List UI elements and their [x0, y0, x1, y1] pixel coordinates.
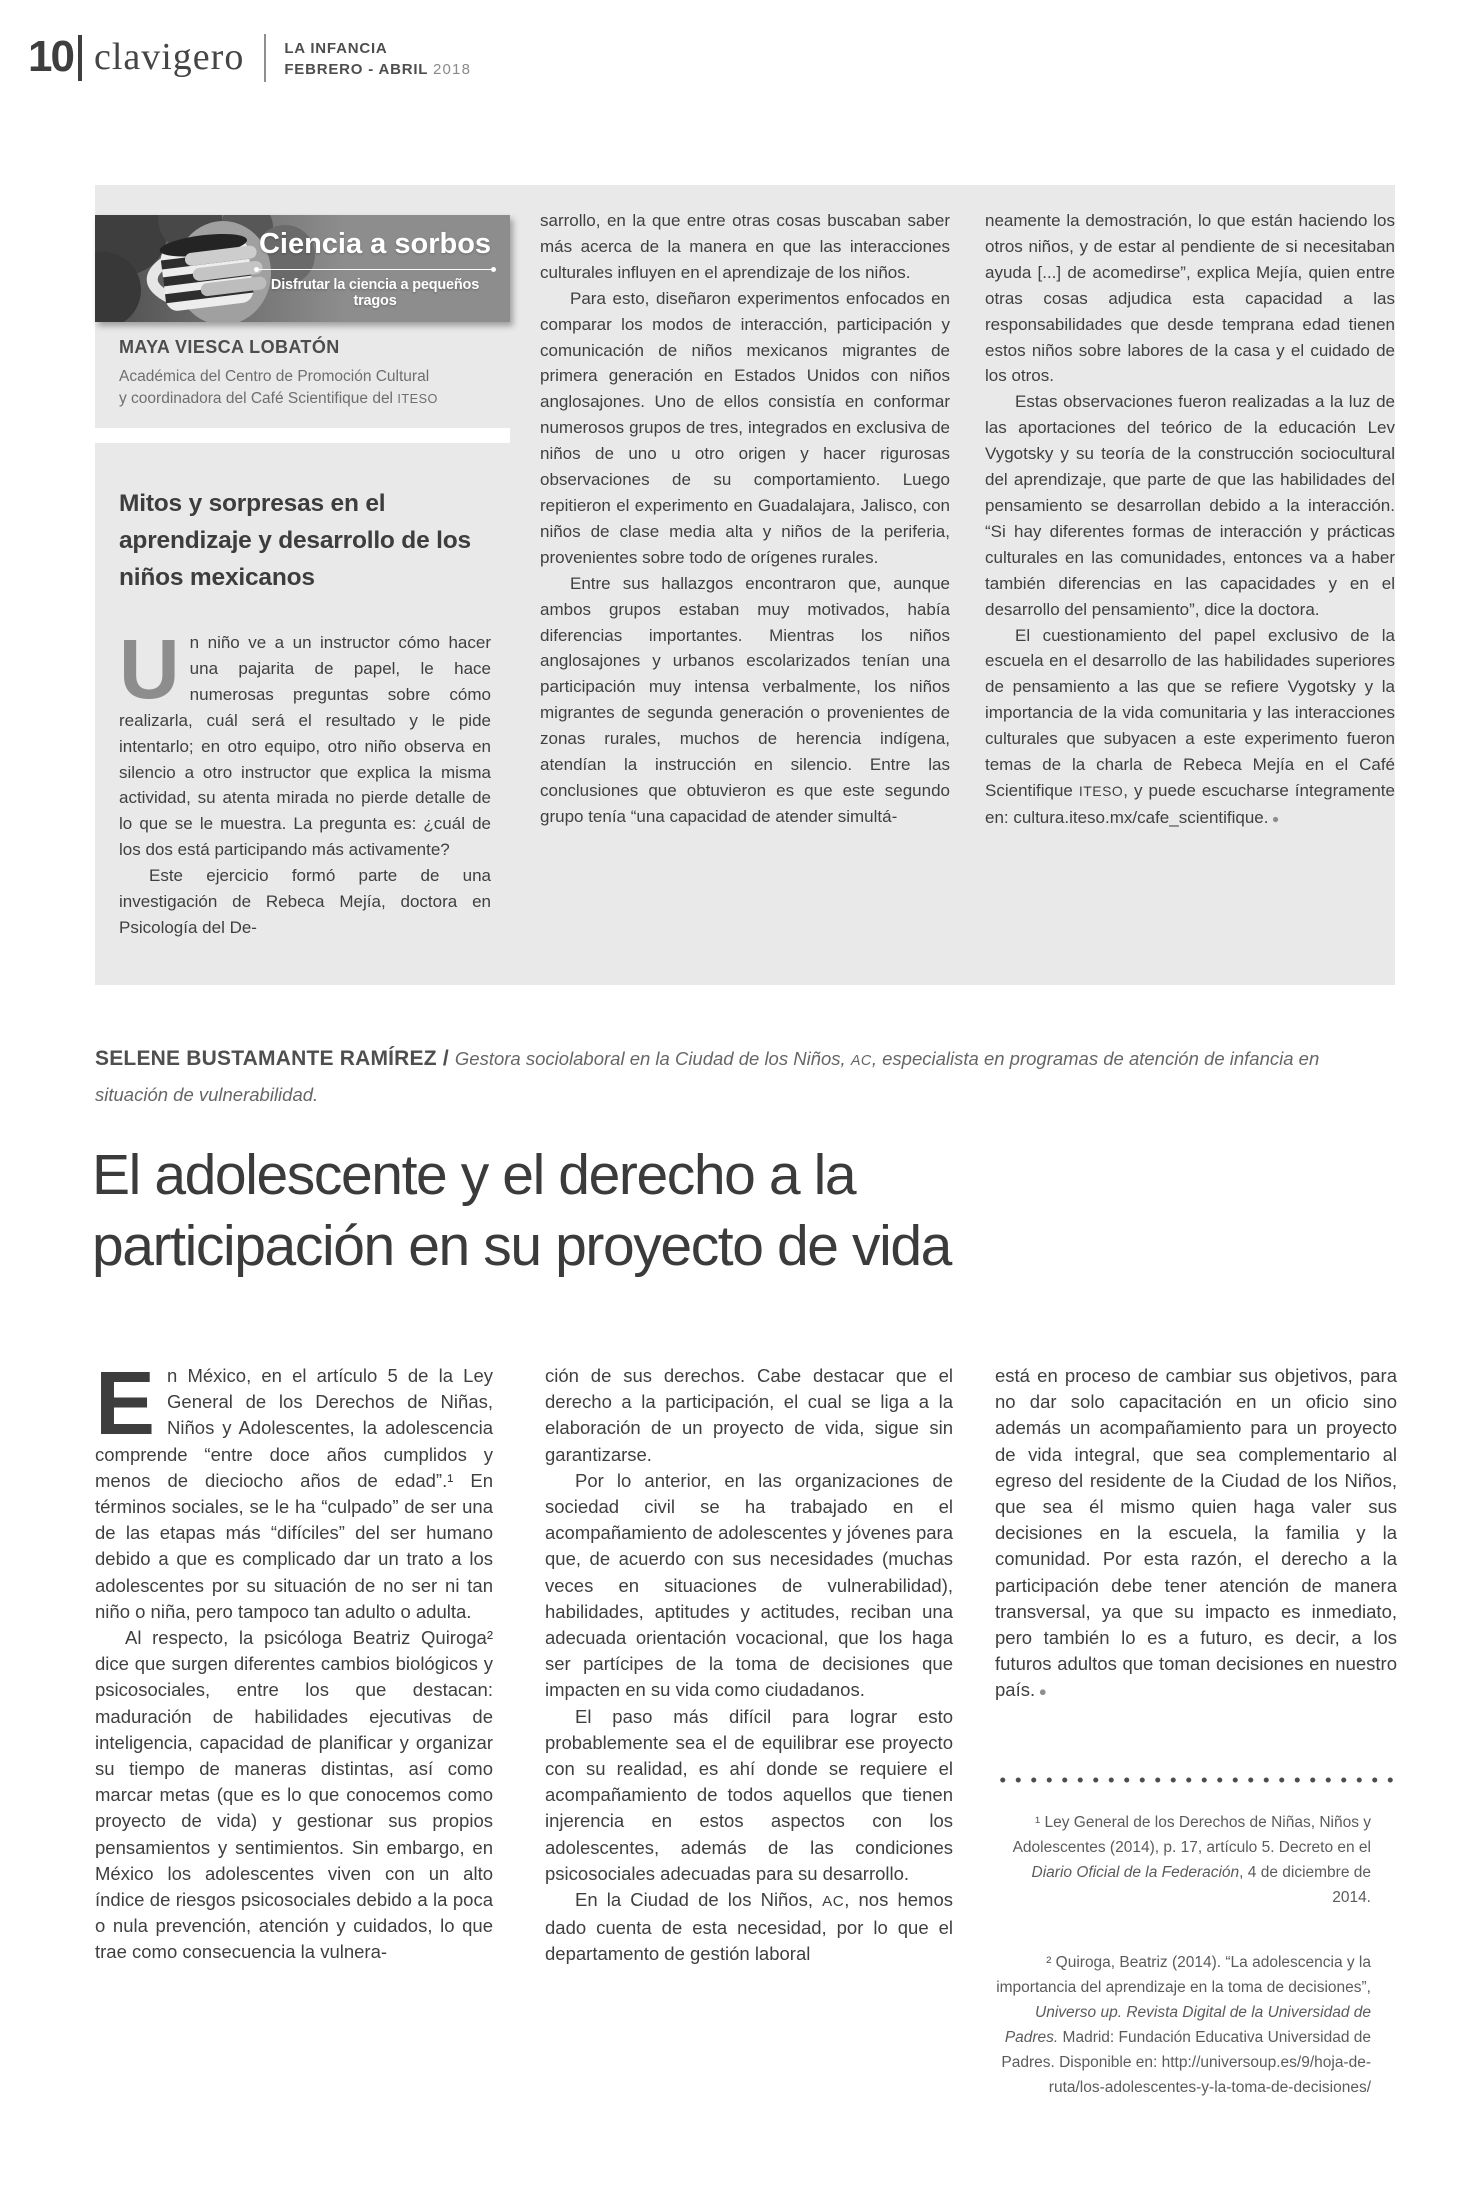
divider-dot-right	[491, 267, 496, 272]
footnote-separator	[995, 1776, 1397, 1784]
banner-title: Ciencia a sorbos	[258, 228, 492, 260]
top-article-panel	[95, 185, 1395, 985]
feature-column-3	[995, 1363, 1397, 2100]
paragraph: El cuestionamiento del papel exclusivo de la escuela en el desarrollo de las habilidades superiores de pensamiento a las que se refiere Vygotsky y la importancia de la vida comunitaria y las interacciones culturales que subyacen a este experimento fueron temas de la charla de Rebeca Mejía en el Café Scientifique ITESO, y puede escucharse íntegramente en: cultura.iteso.mx/cafe_scientifique. ●	[985, 625, 1395, 827]
top-article-column-1	[119, 622, 491, 941]
author-name: MAYA VIESCA LOBATÓN	[119, 337, 340, 357]
paragraph: está en proceso de cambiar sus objetivos, para no dar solo capacitación en un oficio sino además un acompañamiento para un proyecto de vida integral, que sea complementario al egreso del residente de la Ciudad de los Niños, que sea él mismo quien haga valer sus decisiones en la escuela, la familia y la comunidad. Por esta razón, el derecho a la participación debe tener atención de manera transversal, ya que su impacto es inmediato, pero también lo es a futuro, es decir, a los futuros adultos que toman decisiones en nuestro país. ●	[995, 1365, 1397, 1701]
page-number: 10	[28, 32, 73, 81]
column-white-gap	[95, 428, 510, 443]
footnote: ² Quiroga, Beatriz (2014). “La adolescencia y la importancia del aprendizaje en la toma de decisiones”, Universo up. Revista Digital de la Universidad de Padres. Madrid: Fundación Educativa Universidad de Padres. Disponible en: http://universoup.es/9/hoja-de-ruta/los-adolescentes-y-la-toma-de-decisiones/	[996, 1953, 1371, 2096]
paragraph: Un niño ve a un instructor cómo hacer una pajarita de papel, le hace numerosas preguntas sobre cómo realizarla, cuál será el resultado y le pide intentarlo; en otro equipo, otro niño observa en silencio a otro instructor que explica la misma actividad, su atenta mirada no pierde detalle de lo que se le muestra. La pregunta es: ¿cuál de los dos está participando más activamente?	[119, 622, 491, 860]
paragraph: Entre sus hallazgos encontraron que, aunque ambos grupos estaban muy motivados, había diferencias importantes. Mientras los niños anglosajones y urbanos escolarizados tenían una participación muy intensa verbalmente, los niños migrantes de segunda generación o provenientes de zonas rurales, muchos de herencia indígena, atendían la instrucción en silencio. Entre las conclusiones que obtuvieron es que este segundo grupo tenía “una capacidad de atender simultá-	[540, 573, 950, 826]
paragraph: ción de sus derechos. Cabe destacar que el derecho a la participación, el cual se liga a la elaboración de un proyecto de vida, sigue sin garantizarse.	[545, 1365, 953, 1465]
masthead	[28, 34, 471, 82]
feature-column-3-text	[995, 1363, 1397, 1706]
issue-months: FEBRERO - ABRIL	[284, 61, 428, 78]
headline-line: El adolescente y el derecho a la	[92, 1143, 856, 1207]
top-article-title: Mitos y sorpresas en el aprendizaje y desarrollo de los niños mexicanos	[119, 490, 471, 591]
divider-line	[259, 269, 491, 271]
banner-text-block	[252, 228, 498, 309]
masthead-section-block	[284, 34, 471, 78]
paragraph: Para esto, diseñaron experimentos enfocados en comparar los modos de interacción, participación y comunicación de niños mexicanos migrantes de primera generación en Estados Unidos con niños anglosajones. Uno de ellos consistía en conformar numerosos grupos de tres, integrados en exclusiva de niños de uno u otro origen y hacer rigurosas observaciones de su comportamiento. Luego repitieron el experimento en Guadalajara, Jalisco, con niños de clase media alta y niños de la periferia, provenientes sobre todo de orígenes rurales.	[540, 288, 950, 567]
paragraph: Al respecto, la psicóloga Beatriz Quiroga² dice que surgen diferentes cambios biológicos y psicosociales, entre los que destacan: maduración de habilidades ejecutivas de inteligencia, capacidad de planificar y organizar su tiempo de maneras distintas, así como marcar metas (que es lo que conocemos como proyecto de vida) y gestionar sus propios pensamientos y sentimientos. Sin embargo, en México los adolescentes viven con un alto índice de riesgos psicosociales debido a la poca o nula prevención, atención y cuidados, lo que trae como consecuencia la vulnera-	[95, 1627, 493, 1963]
author-role-line: y coordinadora del Café Scientifique del ITESO	[119, 390, 438, 407]
author-block	[119, 337, 491, 410]
banner-divider-line	[254, 267, 496, 272]
section-title: LA INFANCIA	[284, 40, 388, 57]
masthead-rule	[264, 34, 266, 82]
paragraph: El paso más difícil para lograr esto probablemente sea el de equilibrar ese proyecto con su realidad, es ahí donde se requiere el acompañamiento de todos aquellos que tienen injerencia en estos aspectos con los adolescentes, además de las condiciones psicosociales adecuadas para su desarrollo.	[545, 1705, 953, 1884]
banner-tagline: Disfrutar la ciencia a pequeños tragos	[270, 277, 480, 309]
paragraph: Este ejercicio formó parte de una investigación de Rebeca Mejía, doctora en Psicología del De-	[119, 866, 491, 937]
byline-text: SELENE BUSTAMANTE RAMÍREZ / Gestora sociolaboral en la Ciudad de los Niños, AC, especialista en programas de atención de infancia en situación de vulnerabilidad.	[95, 1047, 1320, 1105]
feature-column-1	[95, 1354, 493, 1966]
top-article-column-3	[985, 208, 1395, 833]
issue-year: 2018	[432, 61, 472, 78]
paragraph: neamente la demostración, lo que están haciendo los otros niños, y de estar al pendiente de si necesitaban ayuda [...] de acomedirse”, explica Mejía, quien entre otras cosas adjudica esta capacidad a las responsabilidades que desde temprana edad tienen estos niños sobre labores de la casa y el cuidado de los otros.	[985, 211, 1395, 386]
feature-headline	[92, 1140, 1422, 1282]
author-role-line: Académica del Centro de Promoción Cultural	[119, 368, 430, 385]
issue-date	[284, 61, 471, 78]
magazine-logo: clavigero	[93, 36, 245, 78]
paragraph: sarrollo, en la que entre otras cosas buscaban saber más acerca de la manera en que las interacciones culturales influyen en el aprendizaje de los niños.	[540, 211, 950, 282]
paragraph: En la Ciudad de los Niños, AC, nos hemos dado cuenta de esta necesidad, por lo que el departamento de gestión laboral	[545, 1889, 953, 1965]
paragraph: Por lo anterior, en las organizaciones de sociedad civil se ha trabajado en el acompañamiento de adolescentes y jóvenes para que, de acuerdo con sus necesidades (muchas veces en situaciones de vulnerabilidad), habilidades, aptitudes y actitudes, reciban una adecuada orientación vocacional, que los haga ser partícipes de la toma de decisiones que impacten en su vida como ciudadanos.	[545, 1469, 953, 1701]
ciencia-a-sorbos-banner	[95, 215, 510, 322]
masthead-divider-bar	[78, 35, 82, 81]
top-article-column-2	[540, 208, 950, 830]
footnotes	[995, 1810, 1397, 2100]
paragraph: Estas observaciones fueron realizadas a la luz de las aportaciones del teórico de la educación Lev Vygotsky y su teoría de la construcción sociocultural del aprendizaje, que parte de que las habilidades del pensamiento se desarrollan debido a la interacción. “Si hay diferentes formas de interacción y prácticas culturales en las comunidades, entonces va a haber también diferencias en las capacidades y en el desarrollo del pensamiento”, dice la doctora.	[985, 392, 1395, 619]
author-roles	[119, 366, 491, 410]
feature-column-2	[545, 1363, 953, 1968]
feature-byline	[95, 1042, 1395, 1111]
paragraph: En México, en el artículo 5 de la Ley General de los Derechos de Niñas, Niños y Adolescentes, la adolescencia comprende “entre doce años cumplidos y menos de dieciocho años de edad”.¹ En términos sociales, se le ha “culpado” de ser una de las etapas más “difíciles” del ser humano debido a que es complicado dar un trato a los adolescentes por su situación de no ser ni tan niño o niña, pero tampoco tan adulto o adulta.	[95, 1354, 493, 1622]
headline-line: participación en su proyecto de vida	[92, 1214, 951, 1278]
footnote: ¹ Ley General de los Derechos de Niñas, Niños y Adolescentes (2014), p. 17, artículo 5. Decreto en el Diario Oficial de la Federación, 4 de diciembre de 2014.	[1012, 1813, 1371, 1906]
